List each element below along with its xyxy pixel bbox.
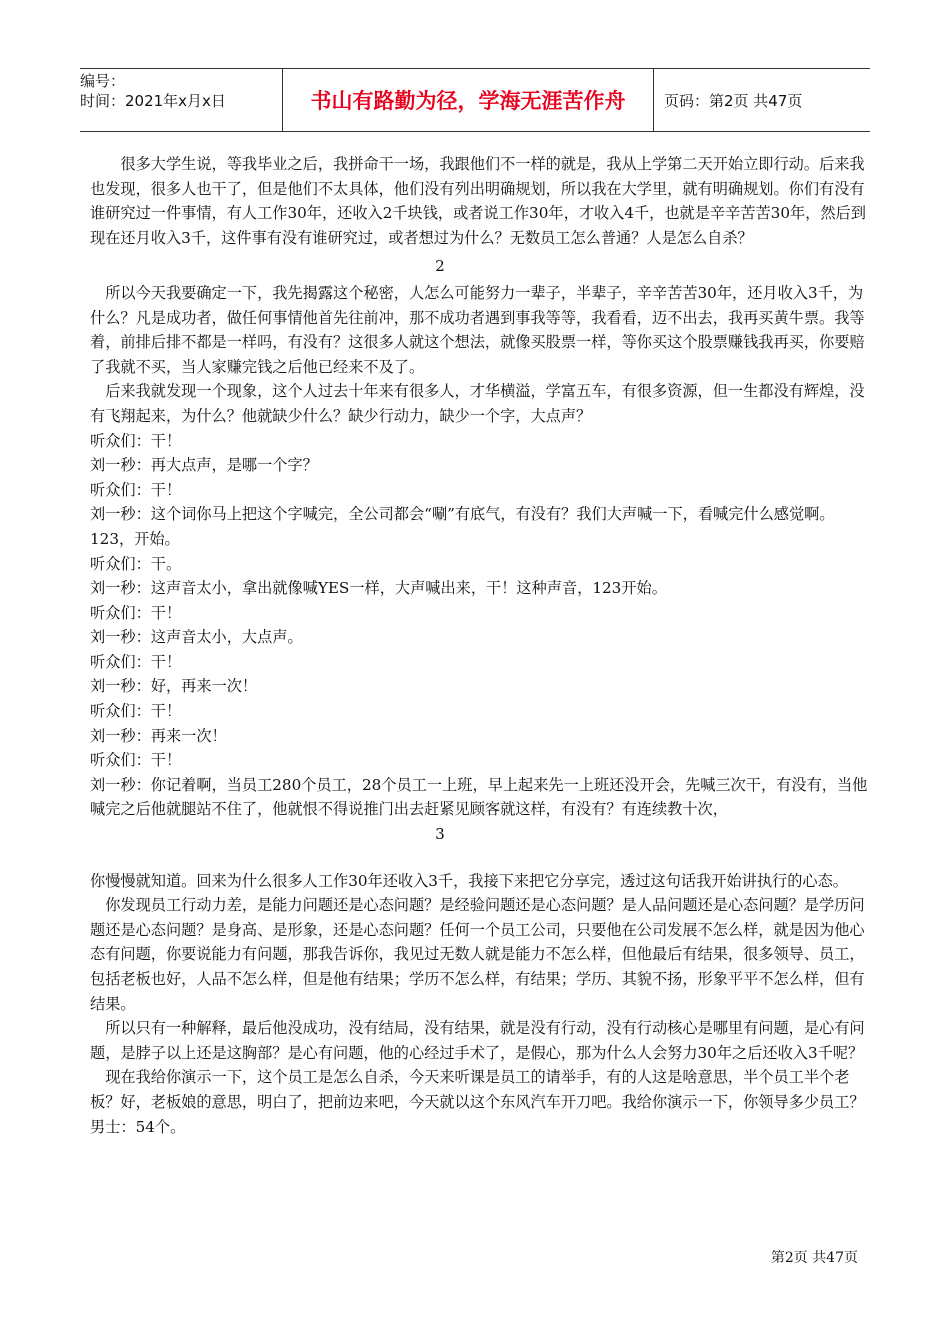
paragraph: 所以今天我要确定一下，我先揭露这个秘密，人怎么可能努力一辈子，半辈子，辛辛苦苦30年，还月收入3千，为什么？凡是成功者，做任何事情他首先往前冲，那不成功者遇到事我等等，我看看，迈不出去，我再买黄牛票。我等着，前排后排不都是一样吗，有没有？这很多人就这个想法，就像买股票一样，等你买这个股票赚钱我再买，你要赔了我就不买，当人家赚完钱之后他已经来不及了。: [90, 283, 865, 376]
dialogue-line: 听众们：干！: [90, 603, 182, 622]
dialogue-line: 刘一秒：这个词你马上把这个字喊完，全公司都会“唰”有底气，有没有？我们大声喊一下，看喊完什么感觉啊。123，开始。: [90, 505, 835, 548]
code-label: 编号：: [80, 72, 126, 90]
spacer: [90, 847, 870, 869]
dialogue-line: 听众们：干！: [90, 751, 182, 770]
dialogue-line: 听众们：干！: [90, 480, 182, 499]
header-meta: [80, 69, 280, 131]
dialogue-line: 听众们：干！: [90, 431, 182, 450]
paragraph: 后来我就发现一个现象，这个人过去十年来有很多人，才华横溢，学富五车，有很多资源，但一生都没有辉煌，没有飞翔起来，为什么？他就缺少什么？缺少行动力，缺少一个字，大点声？: [90, 382, 865, 425]
date-label: 时间：2021年x月x日: [80, 92, 226, 110]
dialogue-line: 听众们：干！: [90, 652, 182, 671]
dialogue-line: 刘一秒：这声音太小，拿出就像喊YES一样，大声喊出来，干！这种声音，123开始。: [90, 579, 667, 598]
page-header: [80, 68, 870, 132]
page-footer: 第2页 共47页: [770, 1250, 858, 1266]
paragraph: 所以只有一种解释，最后他没成功，没有结局，没有结果，就是没有行动，没有行动核心是哪里有问题，是心有问题，是脖子以上还是这胸部？是心有问题，他的心经过手术了，是假心，那为什么人会努力30年之后还收入3千呢？: [90, 1019, 865, 1062]
header-motto: 书山有路勤为径，学海无涯苦作舟: [282, 69, 654, 131]
dialogue-line: 听众们：干。: [90, 554, 182, 573]
dialogue-line: 刘一秒：再大点声，是哪一个字？: [90, 456, 318, 475]
paragraph: 你发现员工行动力差，是能力问题还是心态问题？是经验问题还是心态问题？是人品问题还是心态问题？是学历问题还是心态问题？是身高、是形象，还是心态问题？任何一个员工公司，只要他在公司发展不怎么样，就是因为他心态有问题，你要说能力有问题，那我告诉你，我见过无数人就是能力不怎么样，但他最后有结果，很多领导、员工，包括老板也好，人品不怎么样，但是他有结果；学历不怎么样，有结果；学历、其貌不扬，形象平平不怎么样，但有结果。: [90, 896, 865, 1013]
dialogue-line: 刘一秒：再来一次！: [90, 726, 227, 745]
dialogue-line: 刘一秒：你记着啊，当员工280个员工，28个员工一上班，早上起来先一上班还没开会，先喊三次干，有没有，当他喊完之后他就腿站不住了，他就恨不得说推门出去赶紧见顾客就这样，有没有？有连续教十次，: [90, 775, 868, 819]
paragraph: 现在我给你演示一下，这个员工是怎么自杀，今天来听课是员工的请举手，有的人这是啥意思，半个员工半个老板？好，老板娘的意思，明白了，把前边来吧，今天就以这个东风汽车开刀吧。我给你演示一下，你领导多少员工？: [90, 1068, 865, 1111]
dialogue-line: 听众们：干！: [90, 702, 182, 721]
section-marker: 2: [435, 257, 445, 276]
paragraph: 你慢慢就知道。回来为什么很多人工作30年还收入3千，我接下来把它分享完，透过这句话我开始讲执行的心态。: [90, 871, 848, 890]
document-body: [90, 152, 870, 1139]
section-marker: 3: [435, 825, 445, 844]
header-page-info: 页码：第2页 共47页: [664, 91, 803, 110]
dialogue-line: 刘一秒：好，再来一次！: [90, 677, 258, 696]
dialogue-line: 男士：54个。: [90, 1117, 186, 1136]
dialogue-line: 刘一秒：这声音太小，大点声。: [90, 628, 303, 647]
paragraph: 很多大学生说，等我毕业之后，我拼命干一场，我跟他们不一样的就是，我从上学第二天开始立即行动。后来我也发现，很多人也干了，但是他们不太具体，他们没有列出明确规划，所以我在大学里，就有明确规划。你们有没有谁研究过一件事情，有人工作30年，还收入2千块钱，或者说工作30年，才收入4千，也就是辛辛苦苦30年，然后到现在还月收入3千，这件事有没有谁研究过，或者想过为什么？无数员工怎么普通？人是怎么自杀？: [90, 155, 866, 247]
